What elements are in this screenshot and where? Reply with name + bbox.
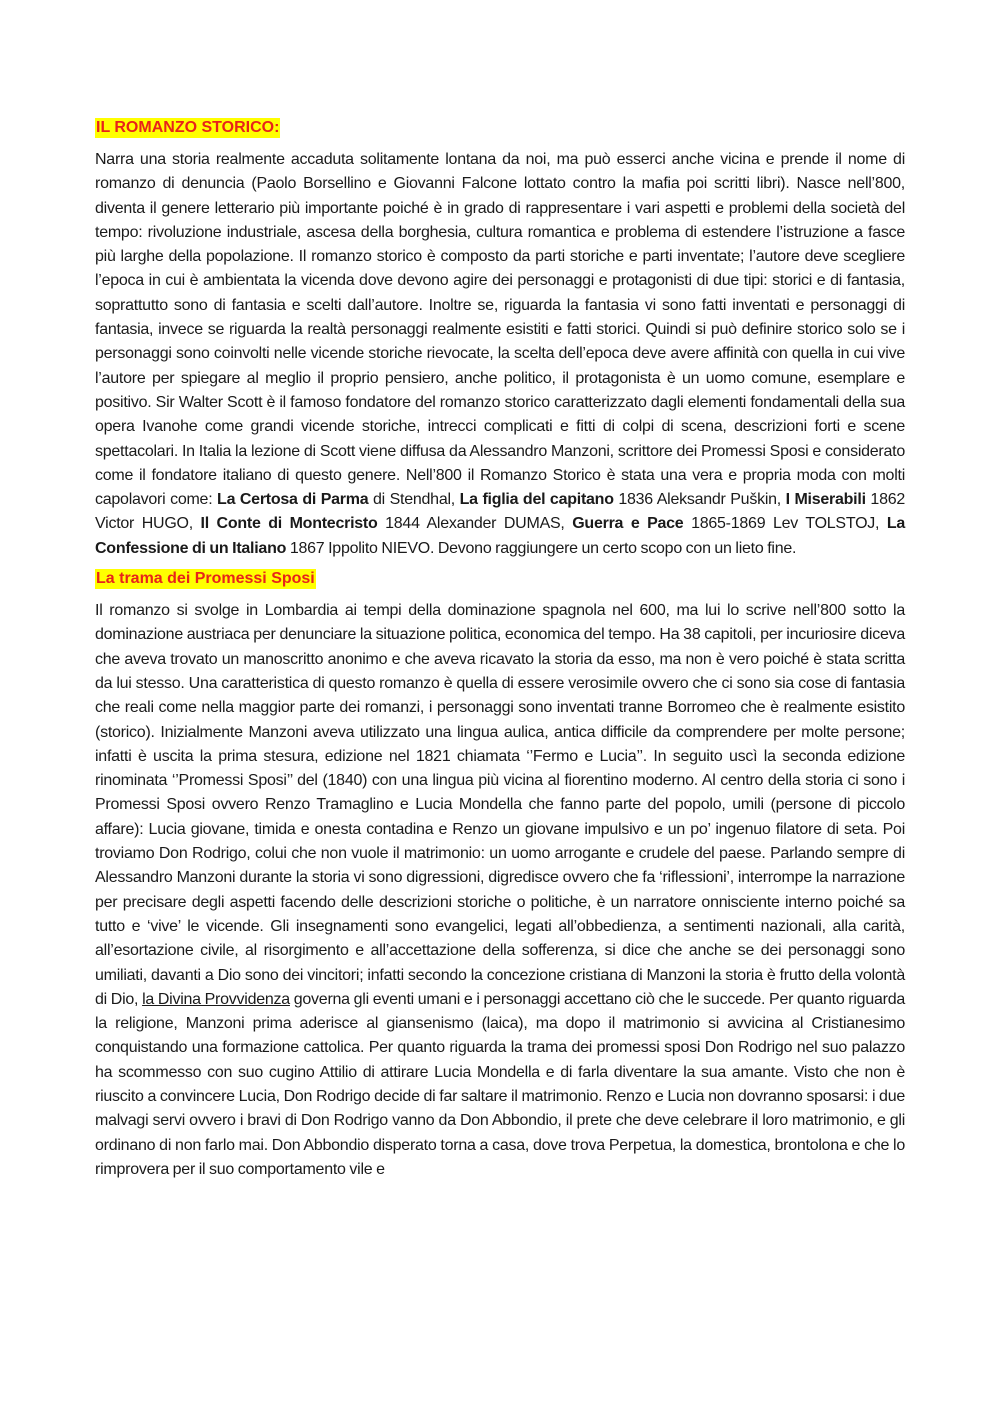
text-run: Il romanzo si svolge in Lombardia ai tempi della dominazione spagnola nel 600, ma lui lo scrive nell’800 sotto la dominazione austriaca per denunciare la situazione politica, economica del tempo. Ha 38 capitoli, per incuriosire diceva che aveva trovato un manoscritto anonimo e che aveva ricavato la storia da esso, ma non è vero poiché è stata scritta da lui stesso. Una caratteristica di questo romanzo è quella di essere verosimile ovvero che ci sono sia cose di fantasia che reali come nella maggior parte dei romanzi, i personaggi sono inventati tranne Borromeo che è realmente esistito (storico). Inizialmente Manzoni aveva utilizzato una lingua aulica, antica difficile da comprendere per molte persone; infatti è uscita la prima stesura, edizione nel 1821 chiamata ‘’Fermo e Lucia’’. In seguito uscì la seconda edizione rinominata ‘’Promessi Sposi’’ del (1840) con una lingua più vicina al fiorentino moderno. Al centro della storia ci sono i Promessi Sposi ovvero Renzo Tramaglino e Lucia Mondella che fanno parte del popolo, umili (persone di piccolo affare): Lucia giovane, timida e onesta contadina e Renzo un giovane impulsivo e un po’ ingenuo filatore di seta. Poi troviamo Don Rodrigo, colui che non vuole il matrimonio: un uomo arrogante e crudele del paese. Parlando sempre di Alessandro Manzoni durante la storia vi sono digressioni, digredisce ovvero che fa ‘riflessioni’, interrompe la narrazione per precisare degli aspetti facendo delle descrizioni storiche o politiche, è un narratore onnisciente interno poiché sa tutto e ‘vive’ le vicende. Gli insegnamenti sono evangelici, legati all’obbedienza, a sentimenti nazionali, alla carità, all’esortazione civile, al risorgimento e all’accettazione della sofferenza, si dice che anche se dei personaggi sono umiliati, davanti a Dio sono dei vincitori; infatti secondo la concezione cristiana di Manzoni la storia è frutto della volontà di Dio, bbox=[95, 602, 905, 1008]
work-title: I Miserabili bbox=[785, 491, 866, 509]
text-run: 1867 Ippolito NIEVO. Devono raggiungere un certo scopo con un lieto fine. bbox=[286, 539, 797, 557]
text-run: 1862 Victor HUGO, bbox=[95, 491, 906, 533]
work-title: La Confessione di un Italiano bbox=[95, 515, 906, 557]
text-run: Narra una storia realmente accaduta solitamente lontana da noi, ma può esserci anche vicina e prende il nome di romanzo di denuncia (Paolo Borsellino e Giovanni Falcone lottato contro la mafia poi scritti libri). Nasce nell’800, diventa il genere letterario più importante poiché è in grado di rappresentare i vari aspetti e problemi della società del tempo: rivoluzione industriale, ascesa della borghesia, cultura romantica e problema di estendere l’istruzione a fasce più larghe della popolazione. Il romanzo storico è composto da parti storiche e parti inventate; l’autore deve scegliere l’epoca in cui è ambientata la vicenda dove devono agire dei personaggi e protagonisti di due tipi: storici e di fantasia, soprattutto sono di fantasia e scelti dall’autore. Inoltre se, riguarda la fantasia vi sono fatti inventati e personaggi di fantasia, invece se riguarda la realtà personaggi realmente esistiti e fatti storici. Quindi si può definire storico solo se i personaggi sono coinvolti nelle vicende storiche rievocate, la scelta dell’epoca deve avere affinità con quella in cui vive l’autore per spiegare al meglio il proprio pensiero, anche politico, il protagonista è un uomo comune, esemplare e positivo. Sir Walter Scott è il famoso fondatore del romanzo storico caratterizzato dagli elementi fondamentali della sua opera Ivanohe come grandi vicende storiche, intrecci complicati e fitti di colpi di scena, descrizioni forti e scene spettacolari. In Italia la lezione di Scott viene diffusa da Alessandro Manzoni, scrittore dei Promessi Sposi e considerato come il fondatore italiano di questo genere. Nell’800 il Romanzo Storico è stata una vera e propria moda con molti capolavori come: bbox=[95, 151, 905, 509]
text-run: governa gli eventi umani e i personaggi accettano ciò che le succede. Per quanto riguarda la religione, Manzoni prima aderisce al giansenismo (laica), ma dopo il matrimonio si avvicina al Cristianesimo conquistando una formazione cattolica. Per quanto riguarda la trama dei promessi sposi Don Rodrigo nel suo palazzo ha scommesso con suo cugino Attilio di attirare Lucia Mondella e di farla diventare la sua amante. Visto che non è riuscito a convincere Lucia, Don Rodrigo decide di far saltare il matrimonio. Renzo e Lucia non dovranno sposarsi: i due malvagi servi ovvero i bravi di Don Rodrigo vanno da Don Abbondio, il prete che deve celebrare il loro matrimonio, e gli ordinano di non farlo mai. Don Abbondio disperato torna a casa, dove trova Perpetua, la domestica, brontolona e che lo rimprovera per il suo comportamento vile e bbox=[95, 990, 905, 1178]
text-run: 1865-1869 Lev TOLSTOJ, bbox=[683, 515, 887, 533]
work-title: La Certosa di Parma bbox=[217, 491, 369, 509]
work-title: Guerra e Pace bbox=[572, 515, 684, 533]
work-title: Il Conte di Montecristo bbox=[200, 515, 378, 533]
text-run: 1836 Aleksandr Puškin, bbox=[613, 491, 786, 509]
underlined-phrase: la Divina Provvidenza bbox=[142, 990, 290, 1008]
text-run: di Stendhal, bbox=[368, 491, 460, 509]
paragraph-romanzo-storico bbox=[95, 148, 905, 561]
work-title: La figlia del capitano bbox=[459, 491, 614, 509]
document-content bbox=[95, 118, 905, 1182]
paragraph-trama bbox=[95, 599, 905, 1182]
section-title-romanzo-storico: IL ROMANZO STORICO: bbox=[96, 119, 280, 136]
section-title-trama: La trama dei Promessi Sposi bbox=[96, 570, 315, 588]
text-run: 1844 Alexander DUMAS, bbox=[377, 515, 573, 533]
